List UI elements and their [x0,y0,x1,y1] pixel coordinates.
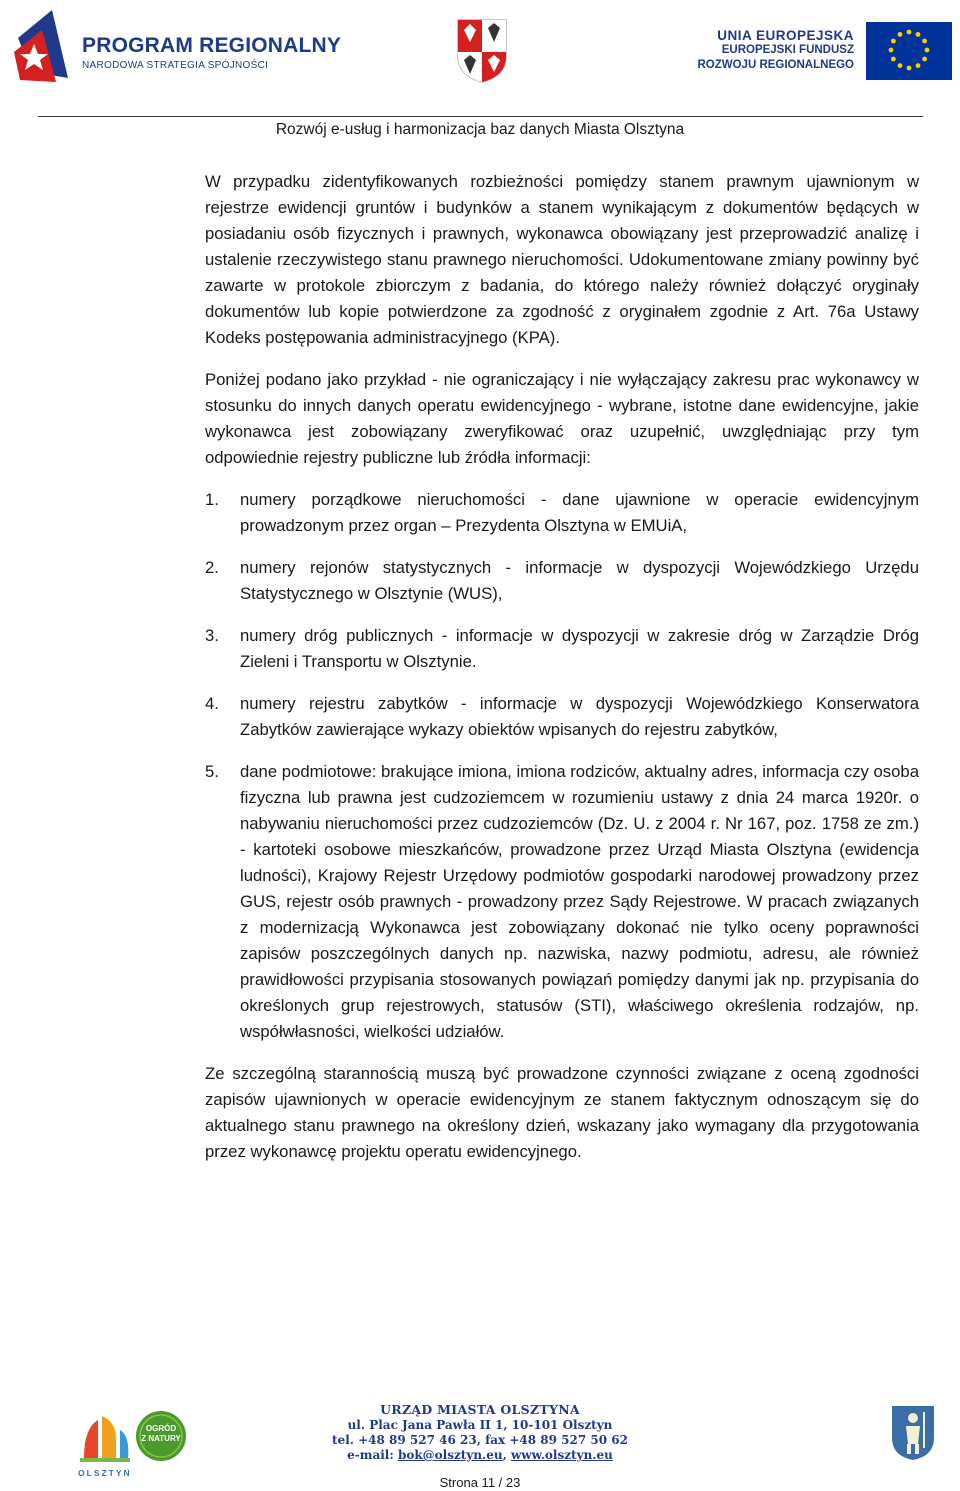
email-link[interactable]: bok@olsztyn.eu [397,1448,503,1462]
paragraph-3: Ze szczególną starannością muszą być prowadzone czynności związane z oceną zgodności zapisów ujawnionych w operacie ewidencyjnym ze stanem faktycznym odnoszącym się do aktualnego stanu prawnego na określony dzień, wskazany jako wymagany dla przygotowania przez wykonawcę projektu operatu ewidencyjnego. [205,1064,919,1161]
eu-flag-icon [866,22,952,80]
list-item-number: 1. [205,490,219,509]
running-title: Rozwój e-usług i harmonizacja baz danych Miasta Olsztyna [275,121,685,138]
office-contact [0,1448,960,1463]
eu-line-2: EUROPEJSKI FUNDUSZ [721,44,854,56]
program-title: PROGRAM REGIONALNY [82,34,342,57]
list-item [205,691,919,743]
document-body [205,169,919,1165]
list-item-text: numery dróg publicznych - informacje w dyspozycji w zakresie dróg w Zarządzie Dróg Zieleni i Transportu w Olsztynie. [240,626,919,671]
office-address [0,1402,960,1463]
program-subtitle: NARODOWA STRATEGIA SPÓJNOŚCI [82,60,269,71]
eu-line-3: ROZWOJU REGIONALNEGO [697,59,854,71]
eu-fund-text [697,28,854,73]
list-item-number: 4. [205,694,219,713]
email-separator: , [502,1448,511,1462]
page-number: Strona 11 / 23 [439,1475,521,1490]
list-item [205,555,919,607]
office-street: ul. Plac Jana Pawła II 1, 10-101 Olsztyn [347,1418,613,1432]
list-item-number: 5. [205,762,219,781]
list-item [205,623,919,675]
list-item-text: numery rejonów statystycznych - informacje w dyspozycji Wojewódzkiego Urzędu Statystycznego w Olsztynie (WUS), [240,558,919,603]
email-prefix: e-mail: [347,1448,398,1462]
data-sources-list [205,487,919,1045]
office-name: URZĄD MIASTA OLSZTYNA [380,1402,580,1417]
website-link[interactable]: www.olsztyn.eu [510,1448,613,1462]
olsztyn-coat-of-arms-icon [890,1404,936,1462]
program-regionalny-logo-icon [12,8,76,84]
list-item-number: 3. [205,626,219,645]
olsztyn-label: OLSZTYN [78,1468,132,1478]
ogrod-label-2: Z NATURY [141,1434,181,1443]
header-divider [38,116,923,117]
list-item-number: 2. [205,558,219,577]
office-phone: tel. +48 89 527 46 23, fax +48 89 527 50 62 [332,1433,628,1447]
list-item-text: numery rejestru zabytków - informacje w dyspozycji Wojewódzkiego Konserwatora Zabytków zawierające wykazy obiektów wpisanych do rejestru zabytków, [240,694,919,739]
page-header [0,0,960,138]
paragraph-2: Poniżej podano jako przykład - nie ograniczający i nie wyłączający zakresu prac wykonawcy w stosunku do innych danych operatu ewidencyjnego - wybrane, istotne dane ewidencyjne, jakie wykonawca jest zobowiązany zweryfikować oraz uzupełnić, uwzględniając przy tym odpowiednie rejestry publiczne lub źródła informacji: [205,370,919,467]
list-item-text: numery porządkowe nieruchomości - dane ujawnione w operacie ewidencyjnym prowadzonym przez organ – Prezydenta Olsztyna w EMUiA, [240,490,919,535]
list-item [205,759,919,1045]
page-footer [0,1390,960,1491]
paragraph-1: W przypadku zidentyfikowanych rozbieżności pomiędzy stanem prawnym ujawnionym w rejestrze ewidencji gruntów i budynków a stanem wynikającym z dokumentów będących w posiadaniu osób fizycznych i prawnych, wykonawca obowiązany jest przeprowadzić analizę i ustalenie rzeczywistego stanu prawnego nieruchomości. Udokumentowane zmiany powinny być zawarte w protokole zbiorczym z badania, do którego należy również dołączyć oryginały dokumentów lub kopie potwierdzone za zgodność z oryginałem zgodnie z Art. 76a Ustawy Kodeks postępowania administracyjnego (KPA). [205,172,919,347]
list-item-text: dane podmiotowe: brakujące imiona, imiona rodziców, aktualny adres, informacja czy osoba fizyczna lub prawna jest cudzoziemcem w rozumieniu ustawy z dnia 24 marca 1920r. o nabywaniu nieruchomości przez cudzoziemców (Dz. U. z 2004 r. Nr 167, poz. 1758 ze zm.) - kartoteki osobowe mieszkańców, prowadzone przez Urząd Miasta Olsztyna (ewidencja ludności), Krajowy Rejestr Urzędowy podmiotów gospodarki narodowej prowadzony przez GUS, rejestr osób prawnych - prowadzony przez Sądy Rejestrowe. W pracach związanych z modernizacją Wykonawca jest zobowiązany dokonać nie tylko oceny poprawności zapisów poszczególnych danych np. nazwiska, nazwy podmiotu, adresu, ale również prawidłowości przypisania stosowanych powiązań pomiędzy danymi jak np. przypisania do określonych grup rejestrowych, statusów (STI), właściwego określenia rodzajów, np. współwłasności, wielkości udziałów. [240,762,919,1041]
eu-line-1: UNIA EUROPEJSKA [717,28,854,43]
list-item [205,487,919,539]
warmia-mazury-crest-icon [456,18,508,84]
ogrod-label-1: OGRÓD [145,1424,177,1433]
